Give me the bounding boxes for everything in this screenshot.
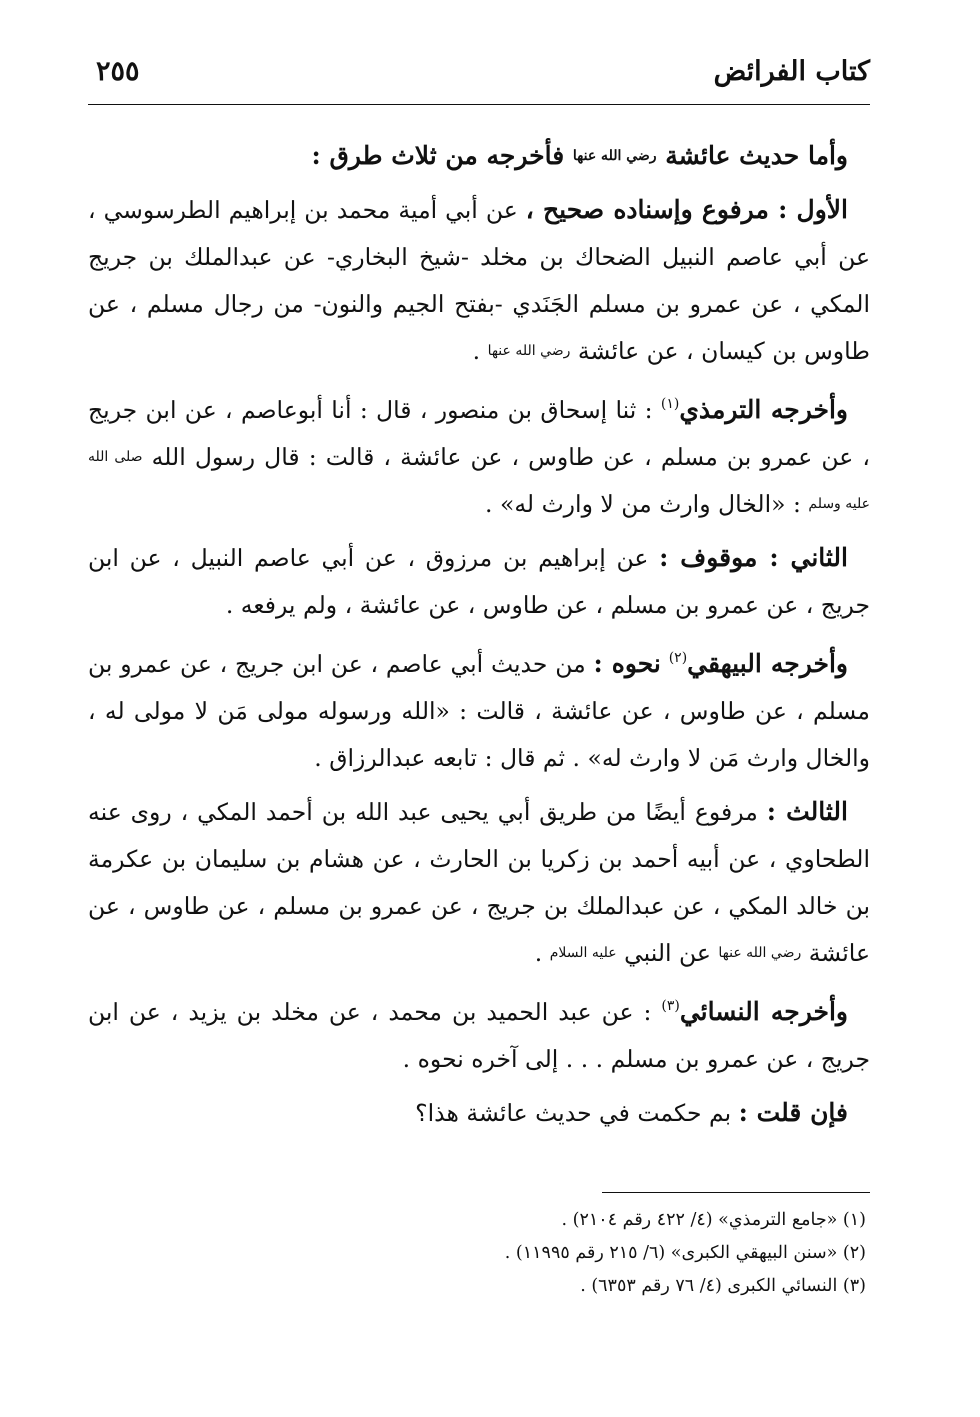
paragraph-nasai — [88, 983, 870, 1083]
paragraph-text: : ثنا إسحاق بن منصور ، قال : أنا أبوعاصم ، عن ابن جريج ، عن عمرو بن مسلم ، عن طاوس ، عن عائشة ، قالت : قال رسول الله — [88, 396, 870, 471]
honorific: رضي الله عنها — [487, 343, 571, 359]
paragraph-text: مرفوع أيضًا من طريق أبي يحيى عبد الله بن أحمد المكي ، روى عنه الطحاوي ، عن أبيه أحمد بن زكريا بن الحارث ، عن هشام بن سليمان بن عكرمة بن خالد المكي ، عن عبدالملك بن جريج ، عن عمرو بن مسلم ، عن طاوس ، عن عائشة — [88, 798, 870, 967]
honorific: رضي الله عنها — [572, 148, 657, 164]
footnotes — [88, 1204, 870, 1303]
paragraph-lead-secondary: نحوه : — [593, 649, 661, 678]
paragraph-text: وأما حديث عائشة — [665, 141, 848, 170]
footnote-reference[interactable]: (٢) — [668, 650, 688, 666]
paragraph-tail: . — [534, 939, 543, 967]
paragraph-lead: وأخرجه النسائي — [679, 997, 848, 1026]
paragraph-tail: : «الخال وارث من لا وارث له» . — [485, 490, 801, 518]
paragraph-tail: . — [472, 337, 481, 365]
paragraph-lead: وأخرجه البيهقي — [687, 649, 848, 678]
book-title: كتاب الفرائض — [713, 56, 870, 87]
page — [88, 50, 870, 1390]
paragraph-text: بم حكمت في حديث عائشة هذا؟ — [415, 1099, 732, 1127]
paragraph-tirmidhi — [88, 381, 870, 528]
paragraph-lead: وأخرجه الترمذي — [679, 395, 848, 424]
paragraph-lead: الثاني : موقوف : — [659, 543, 848, 572]
footnote-separator — [602, 1192, 870, 1193]
honorific-prophet: عليه السلام — [549, 945, 617, 961]
paragraph-question — [88, 1089, 870, 1137]
paragraph-lead: الأول : مرفوع وإسناده صحيح ، — [525, 195, 848, 224]
paragraph-text: عن إبراهيم بن مرزوق ، عن أبي عاصم النبيل ، عن ابن جريج ، عن عمرو بن مسلم ، عن طاوس ، عن عائشة ، ولم يرفعه . — [88, 544, 870, 619]
paragraph-text: : عن عبد الحميد بن محمد ، عن مخلد بن يزيد ، عن ابن جريج ، عن عمرو بن مسلم . . . إلى آخره نحوه . — [88, 998, 870, 1073]
paragraph-tail: فأخرجه من ثلاث طرق : — [311, 141, 565, 170]
paragraph-second-route — [88, 534, 870, 629]
honorific: رضي الله عنها — [718, 945, 802, 961]
footnote-2: (٢) «سنن البيهقي الكبرى» (٦/ ٢١٥ رقم ١١٩٩٥) . — [504, 1243, 866, 1263]
paragraph-text: عن أبي أمية محمد بن إبراهيم الطرسوسي ، عن أبي عاصم النبيل الضحاك بن مخلد -شيخ البخاري- عن عبدالملك بن جريج المكي ، عن عمرو بن مسلم الجَنَدي -بفتح الجيم والنون- من رجال مسلم ، عن طاوس بن كيسان ، عن عائشة — [88, 196, 870, 365]
footnote-reference[interactable]: (١) — [660, 396, 680, 412]
footnote-1: (١) «جامع الترمذي» (٤/ ٤٢٢ رقم ٢١٠٤) . — [561, 1210, 866, 1230]
paragraph-bayhaqi — [88, 635, 870, 782]
paragraph-lead: الثالث : — [766, 797, 848, 826]
paragraph-intro — [88, 132, 870, 180]
footnote-reference[interactable]: (٣) — [661, 998, 680, 1014]
paragraph-text-continued: عن النبي — [624, 939, 711, 967]
main-text — [88, 132, 870, 1143]
honorific: صلى الله عليه وسلم — [88, 449, 870, 512]
paragraph-third-route — [88, 788, 870, 977]
running-header — [88, 50, 870, 94]
paragraph-first-route — [88, 186, 870, 375]
paragraph-text: من حديث أبي عاصم ، عن ابن جريج ، عن عمرو بن مسلم ، عن طاوس ، عن عائشة ، قالت : «الله ورسوله مولى مَن لا مولى له ، والخال وارث مَن لا وارث له» . ثم قال : تابعه عبدالرزاق . — [88, 650, 870, 772]
header-rule — [88, 104, 870, 105]
paragraph-lead: فإن قلت : — [738, 1098, 848, 1127]
footnote-3: (٣) النسائي الكبرى (٤/ ٧٦ رقم ٦٣٥٣) . — [580, 1276, 866, 1296]
page-number: ٢٥٥ — [96, 56, 140, 87]
